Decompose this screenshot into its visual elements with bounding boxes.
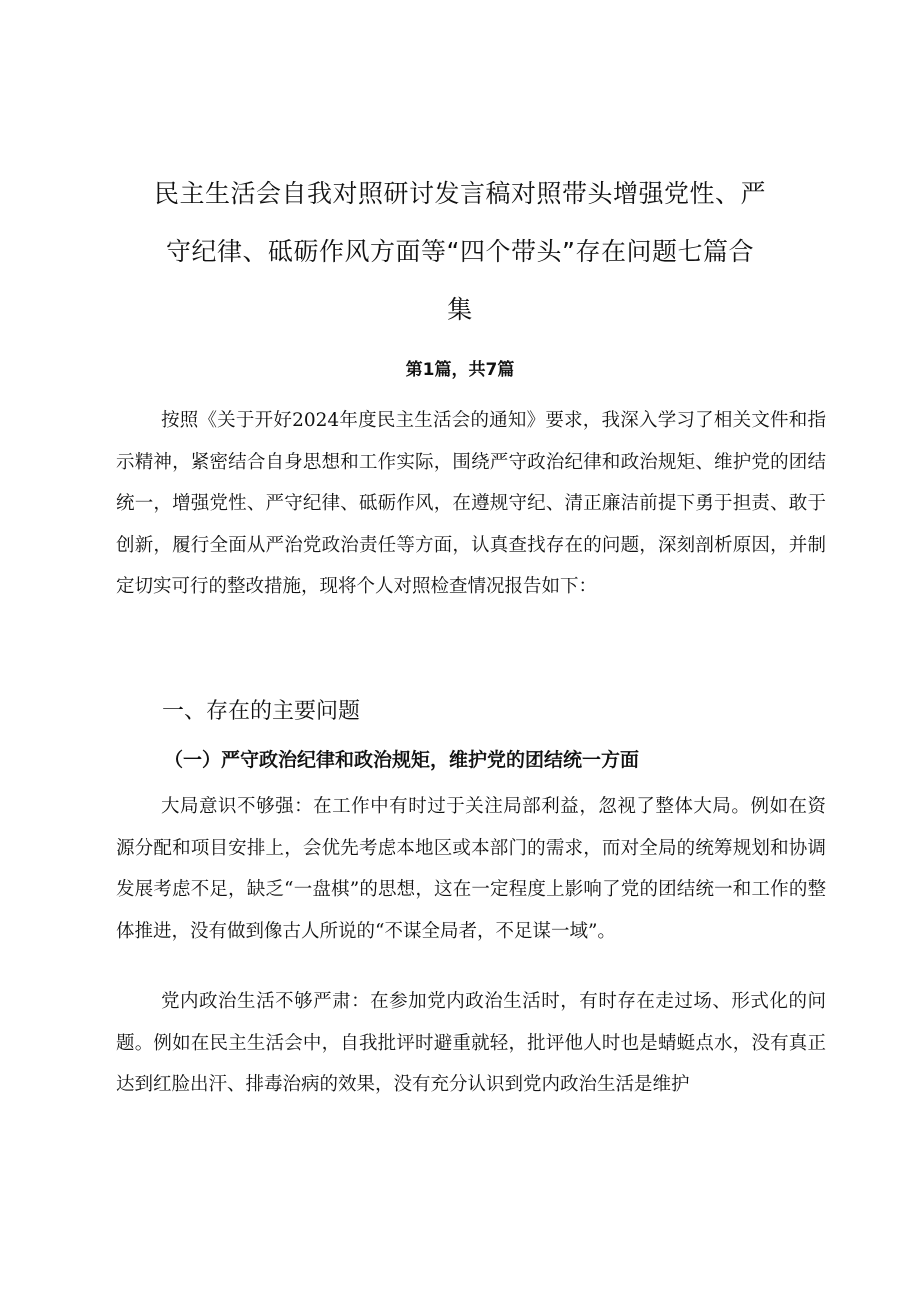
section-heading: 一、存在的主要问题: [162, 699, 361, 724]
paragraph-lead: 大局意识不够强：: [161, 796, 314, 817]
document-title: [140, 165, 780, 339]
paragraph-body: 在参加党内政治生活时，有时存在走过场、形式化的问题。例如在民主生活会中，自我批评时避重就轻，批评他人时也是蜻蜓点水，没有真正达到红脸出汗、排毒治病的效果，没有充分认识到党内政治生活是维护: [116, 991, 826, 1096]
title-line-2: 守纪律、砥砺作风方面等“四个带头”存在问题七篇合: [166, 237, 754, 266]
title-line-1: 民主生活会自我对照研讨发言稿对照带头增强党性、严: [153, 179, 766, 208]
paragraph-body: 在工作中有时过于关注局部利益，忽视了整体大局。例如在资源分配和项目安排上，会优先考虑本地区或本部门的需求，而对全局的统筹规划和协调发展考虑不足，缺乏“一盘棋”的思想，这在一定程度上影响了党的团结统一和工作的整体推进，没有做到像古人所说的“不谋全局者，不足谋一域”。: [116, 796, 826, 942]
part-label: 第1篇，共7篇: [405, 360, 515, 380]
subsection-heading: （一）严守政治纪律和政治规矩，维护党的团结统一方面: [164, 749, 640, 771]
paragraph-lead: 党内政治生活不够严肃：: [161, 991, 371, 1012]
intro-paragraph: 按照《关于开好2024年度民主生活会的通知》要求，我深入学习了相关文件和指示精神，紧密结合自身思想和工作实际，围绕严守政治纪律和政治规矩、维护党的团结统一，增强党性、严守纪律、砥砺作风，在遵规守纪、清正廉洁前提下勇于担责、敢于创新，履行全面从严治党政治责任等方面，认真查找存在的问题，深刻剖析原因，并制定切实可行的整改措施，现将个人对照检查情况报告如下：: [116, 410, 826, 598]
body-paragraph-2: [116, 981, 826, 1106]
body-paragraph-1: [116, 786, 826, 952]
title-line-3: 集: [447, 295, 473, 324]
